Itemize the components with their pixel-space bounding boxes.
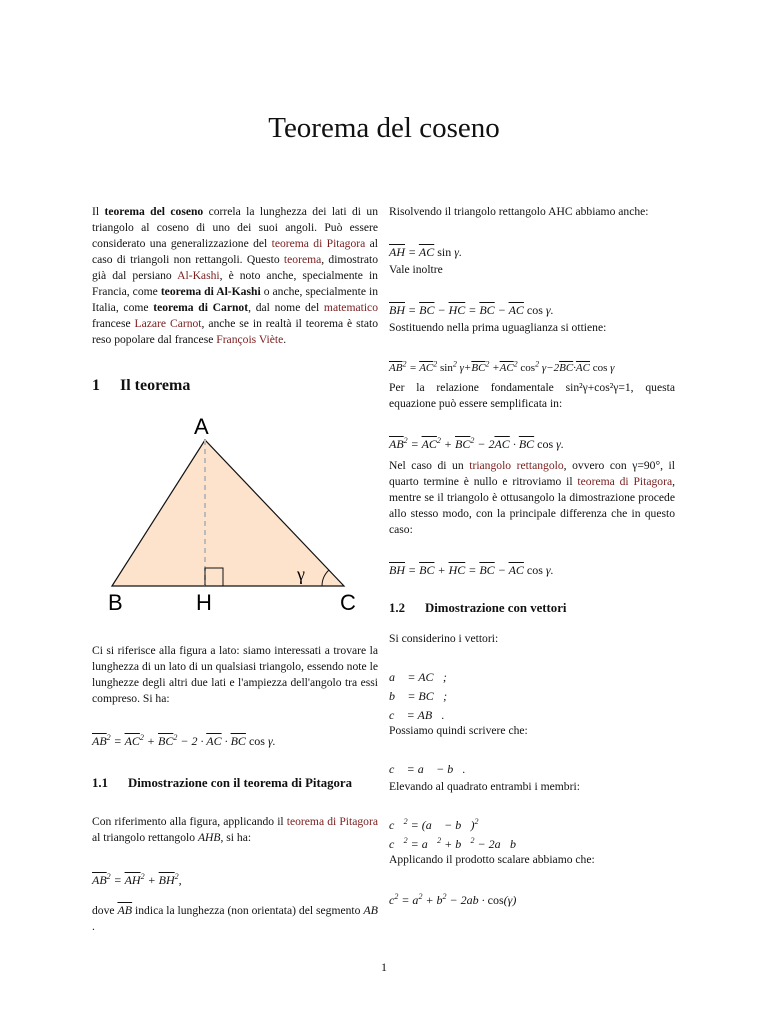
- paragraph-rettangolo: [389, 458, 675, 538]
- section-number: 1.2: [389, 601, 405, 615]
- page-number: 1: [381, 960, 387, 974]
- link-lazare-carnot[interactable]: Lazare Carnot: [134, 317, 202, 330]
- text: al caso di triangoli non rettangoli. Questo: [92, 237, 378, 266]
- page-title: Teorema del coseno: [268, 112, 500, 144]
- vector-b: b⃗ = BC⃗;: [389, 689, 448, 703]
- text: .: [92, 920, 95, 933]
- text: dove: [92, 904, 118, 917]
- equation-ah: $\overline{AH} = \overline{AC}$ sin γ.: [389, 245, 462, 259]
- left-column: [92, 204, 378, 935]
- triangle-shape: [112, 440, 344, 586]
- vertex-c-label: C: [340, 590, 356, 612]
- paragraph-relazione: Per la relazione fondamentale sin²γ+cos²γ=1, questa equazione può essere semplificata in:: [389, 381, 675, 410]
- intro-paragraph: [92, 204, 378, 348]
- vector-definitions: [389, 669, 675, 723]
- text: Nel caso di un: [389, 459, 470, 472]
- paragraph-scrivere: Possiamo quindi scrivere che:: [389, 724, 528, 737]
- paragraph-sostituendo: Sostituendo nella prima uguaglianza si ottiene:: [389, 321, 607, 334]
- vertex-b-label: B: [108, 590, 123, 612]
- triangle-diagram: [92, 402, 378, 612]
- equation-square-2: c⃗$^2$ = a⃗$^2$ + b⃗$^2$ − 2a⃗b⃗: [389, 836, 526, 851]
- text: , si ha:: [220, 831, 252, 844]
- link-matematico[interactable]: matematico: [323, 301, 379, 314]
- text: indica la lunghezza (non orientata) del segmento: [132, 904, 364, 917]
- right-column: [389, 204, 675, 908]
- equation-bh: $\overline{BH} = \overline{BC} - \overline{HC} = \overline{BC} - \overline{AC}$ cos γ.: [389, 303, 554, 317]
- text: correla la lunghezza dei lati di un triangolo al coseno di uno dei suoi angoli. Può essere considerato una generalizzazione del: [92, 205, 378, 250]
- paragraph-prodotto-scalare: Applicando il prodotto scalare abbiamo che:: [389, 853, 595, 866]
- paragraph-vettori: Si considerino i vettori:: [389, 632, 499, 645]
- section-title: Il teorema: [120, 377, 191, 394]
- text: Con riferimento alla figura, applicando il: [92, 815, 287, 828]
- link-pitagora[interactable]: teorema di Pitagora: [271, 237, 366, 250]
- section-title: Dimostrazione con il teorema di Pitagora: [128, 776, 353, 790]
- text: .: [283, 333, 287, 346]
- paragraph-ahc: Risolvendo il triangolo rettangolo AHC abbiamo anche:: [389, 205, 649, 218]
- text: , anche se in realtà il teorema è stato reso popolare dal francese: [92, 317, 378, 346]
- section-1-1-heading: [92, 775, 378, 792]
- paragraph-elevando: Elevando al quadrato entrambi i membri:: [389, 780, 580, 793]
- equation-obtuse: $\overline{BH} = \overline{BC} + \overline{HC} = \overline{BC} - \overline{AC}$ cos γ.: [389, 563, 554, 577]
- triangle-name: AHB: [197, 831, 221, 844]
- text: , ovvero con γ=90°, il quarto termine è nullo e ritroviamo il: [389, 459, 676, 488]
- bold-term: teorema di Carnot: [153, 301, 249, 314]
- equation-simplified: $\overline{AB}^2 = \overline{AC}^2 + \overline{BC}^2 - 2\overline{AC} \cdot \overline{BC}$ cos γ.: [389, 436, 564, 451]
- section-number: 1: [92, 377, 100, 394]
- text: o anche, specialmente in Italia, come: [92, 285, 378, 314]
- bold-term: teorema del coseno: [104, 205, 204, 218]
- text: , dal nome del: [248, 301, 324, 314]
- equation-pythagoras: $\overline{AB}^2 = \overline{AH}^2 + \overline{BH}^2$,: [92, 872, 182, 887]
- vector-squares: [389, 817, 675, 852]
- dove-paragraph: dove $\overline{AB}$ indica la lunghezza (non orientata) del segmento AB .: [92, 903, 379, 933]
- equation-vector-diff: c⃗ = a⃗ − b⃗.: [389, 762, 466, 776]
- bold-term: teorema di Al-Kashi: [160, 285, 261, 298]
- text: Il: [92, 205, 105, 218]
- text: , mentre se il triangolo è ottusangolo la dimostrazione procede allo stesso modo, con la principale differenza che in questo caso:: [389, 475, 675, 536]
- text: , è noto anche, specialmente in Francia, come: [92, 269, 378, 298]
- equation-final: $c^2 = a^2 + b^2 - 2ab \cdot \cos(\gamma)$: [389, 892, 517, 907]
- link-triangolo-rettangolo[interactable]: triangolo rettangolo: [469, 459, 564, 472]
- vector-c: c⃗ = AB⃗.: [389, 708, 445, 722]
- text: francese: [92, 317, 135, 330]
- text: , dimostrato già dal persiano: [92, 253, 378, 282]
- link-francois-viete[interactable]: François Viète: [216, 333, 284, 346]
- vector-a: a⃗ = AC⃗;: [389, 670, 447, 684]
- paragraph-vale-inoltre: Vale inoltre: [389, 263, 443, 276]
- section-1-heading: [92, 378, 378, 394]
- link-al-kashi[interactable]: Al-Kashi: [177, 269, 220, 282]
- section-1-1-paragraph: [92, 814, 378, 846]
- section-number: 1.1: [92, 776, 108, 790]
- figure-paragraph: Ci si riferisce alla figura a lato: siamo interessati a trovare la lunghezza di un lato di un qualsiasi triangolo, essendo note le lunghezze degli altri due lati e l'ampiezza dell'angolo tra essi compreso. Si ha:: [92, 644, 378, 705]
- section-title: Dimostrazione con vettori: [425, 601, 567, 615]
- equation-expanded: $\overline{AB}^2 = \overline{AC}^2$ $\sin^2 \gamma+\overline{BC}^2 +\overline{AC}^2$ $\cos^2 \gamma-2\overline{BC}\cdot\overline{AC}$ cos γ: [389, 359, 615, 374]
- angle-gamma-label: γ: [297, 564, 305, 584]
- vertex-a-label: A: [194, 414, 209, 439]
- link-pitagora-2[interactable]: teorema di Pitagora: [286, 815, 378, 828]
- equation-square-1: c⃗$^2$ = (a⃗ − b⃗)$^2$: [389, 817, 479, 832]
- triangle-figure: [92, 402, 378, 617]
- text: al triangolo rettangolo: [92, 831, 198, 844]
- vertex-h-label: H: [196, 590, 212, 612]
- link-pitagora-3[interactable]: teorema di Pitagora: [577, 475, 673, 488]
- equation-main: $\overline{AB}^2 = \overline{AC}^2 + \overline{BC}^2 - 2 \cdot \overline{AC} \cdot \overline{BC}$ cos γ.: [92, 733, 276, 748]
- section-1-2-heading: [389, 600, 675, 617]
- link-teorema[interactable]: teorema: [283, 253, 322, 266]
